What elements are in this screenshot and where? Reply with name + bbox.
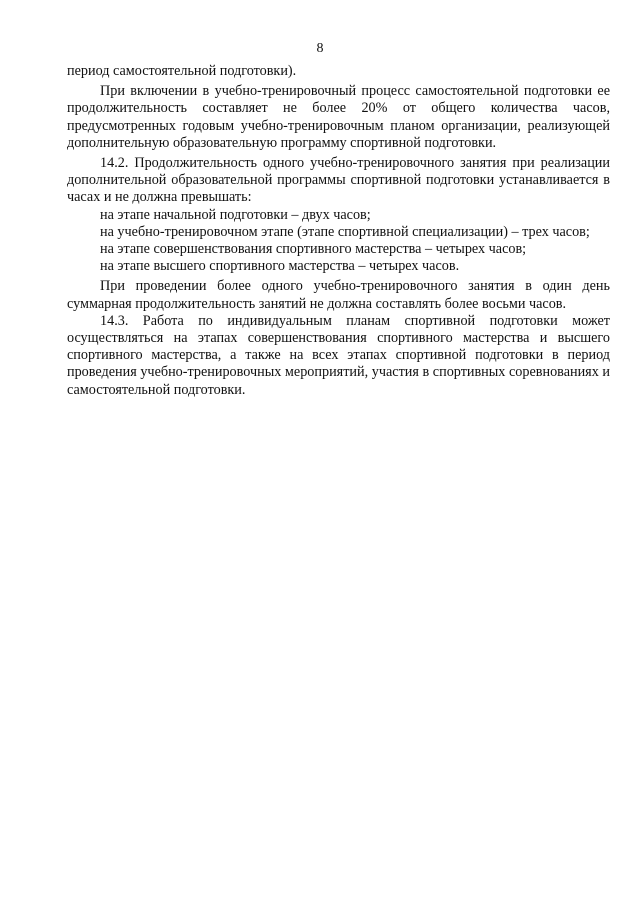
paragraph-training-stage: на учебно-тренировочном этапе (этапе спортивной специализации) – трех часов;: [100, 223, 590, 240]
paragraph-continuation: период самостоятельной подготовки).: [67, 63, 297, 79]
page-number: 8: [316, 41, 324, 56]
paragraph-14-3: 14.3. Работа по индивидуальным планам спортивной подготовки может осуществляться на этапах совершенствования спортивного мастерства и высшего спортивного мастерства, а также на всех этапах спортивной подготовки в период проведения учебно-тренировочных мероприятий, участия в спортивных соревнованиях и самостоятельной подготовки.: [67, 312, 610, 398]
paragraph-improvement-stage: на этапе совершенствования спортивного мастерства – четырех часов;: [100, 241, 527, 258]
paragraph-daily-limit: При проведении более одного учебно-тренировочного занятия в один день суммарная продолжительность занятий не должна составлять более восьми часов.: [67, 278, 610, 312]
paragraph-14-2: 14.2. Продолжительность одного учебно-тренировочного занятия при реализации дополнительной образовательной программы спортивной подготовки устанавливается в часах и не должна превышать:: [67, 155, 610, 206]
document-body: [67, 63, 610, 399]
paragraph-initial-stage: на этапе начальной подготовки – двух часов;: [100, 206, 371, 223]
paragraph-self-training: При включении в учебно-тренировочный процесс самостоятельной подготовки ее продолжительность составляет не более 20% от общего количества часов, предусмотренных годовым учебно-тренировочным планом организации, реализующей дополнительную образовательную программу спортивной подготовки.: [67, 83, 610, 151]
paragraph-higher-mastery-stage: на этапе высшего спортивного мастерства – четырех часов.: [100, 258, 460, 275]
